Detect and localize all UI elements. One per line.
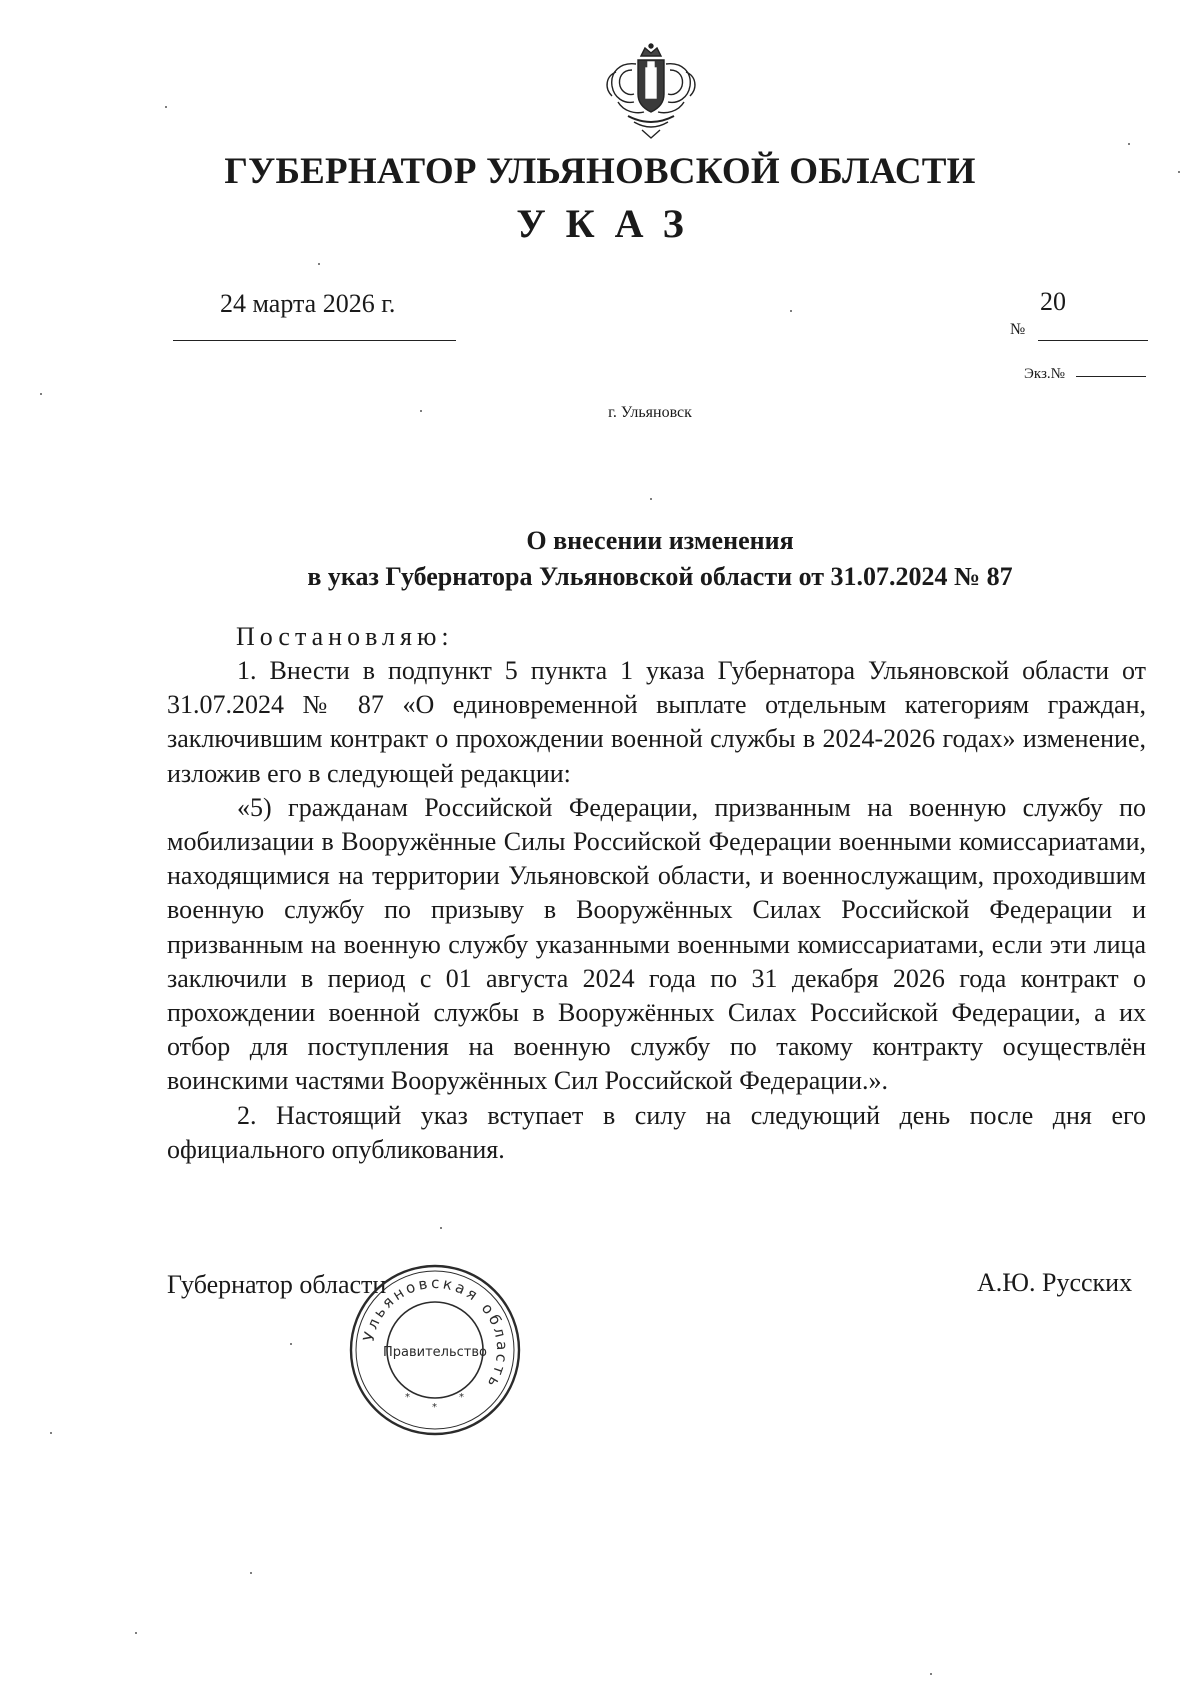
decree-subject <box>0 523 1200 595</box>
paragraph-2: 2. Настоящий указ вступает в силу на следующий день после дня его официального опубликования. <box>167 1100 1146 1164</box>
subject-line-1: О внесении изменения <box>526 526 794 555</box>
seal-center-text: Правительство <box>383 1345 487 1360</box>
decree-date: 24 марта 2026 г. <box>220 289 396 318</box>
scan-speck <box>165 106 167 108</box>
resolve-heading: Постановляю: <box>236 622 454 651</box>
svg-text:*: * <box>405 1392 410 1403</box>
copy-number-label: Экз.№ <box>1024 366 1065 382</box>
signer-position: Губернатор области <box>167 1270 387 1299</box>
document-type-title: УКАЗ <box>516 201 704 246</box>
scan-speck <box>440 1227 442 1229</box>
scan-speck <box>930 1673 932 1675</box>
number-underline <box>1038 340 1148 341</box>
scan-speck <box>135 1632 137 1634</box>
copy-number-underline <box>1076 376 1146 377</box>
scan-speck <box>50 1432 52 1434</box>
city-of-issue: г. Ульяновск <box>608 404 692 421</box>
svg-text:*: * <box>459 1392 464 1403</box>
issuing-authority-title: ГУБЕРНАТОР УЛЬЯНОВСКОЙ ОБЛАСТИ <box>224 151 976 192</box>
scan-speck <box>318 263 320 265</box>
date-underline <box>173 340 456 341</box>
number-label: № <box>1010 321 1026 338</box>
scan-speck <box>40 393 42 395</box>
svg-text:*: * <box>432 1402 437 1413</box>
official-seal <box>345 1260 525 1440</box>
svg-text:Ульяновская область: Ульяновская область <box>359 1273 512 1393</box>
paragraph-1: 1. Внести в подпункт 5 пункта 1 указа Губернатора Ульяновской области от 31.07.2024 № 87 «О единовременной выплате отдельным категориям граждан, заключившим контракт о прохождении военной службы в 2024-2026 годах» изменение, изложив его в следующей редакции: <box>167 656 1146 788</box>
subject-line-2: в указ Губернатора Ульяновской области от 31.07.2024 № 87 <box>307 562 1013 591</box>
signer-name: А.Ю. Русских <box>977 1268 1133 1297</box>
scan-speck <box>1178 171 1180 173</box>
scan-speck <box>420 410 422 412</box>
scan-speck <box>650 498 652 500</box>
scan-speck <box>790 310 792 312</box>
scan-speck <box>250 1572 252 1574</box>
paragraph-1-quoted: «5) гражданам Российской Федерации, призванным на военную службу по мобилизации в Вооружённые Силы Российской Федерации военными комиссариатами, находящимися на территории Ульяновской области, и военнослужащим, проходившим военную службу по призыву в Вооружённых Силах Российской Федерации и призванным на военную службу указанными военными комиссариатами, если эти лица заключили в период с 01 августа 2024 года по 31 декабря 2026 года контракт о прохождении военной службы в Вооружённых Силах Российской Федерации, а их отбор для поступления на военную службу по такому контракту осуществлён воинскими частями Вооружённых Сил Российской Федерации.». <box>167 792 1146 1096</box>
decree-body <box>167 654 1146 1167</box>
scan-speck <box>290 1343 292 1345</box>
scan-speck <box>1128 143 1130 145</box>
coat-of-arms-emblem <box>598 42 704 142</box>
decree-number: 20 <box>1040 287 1066 316</box>
